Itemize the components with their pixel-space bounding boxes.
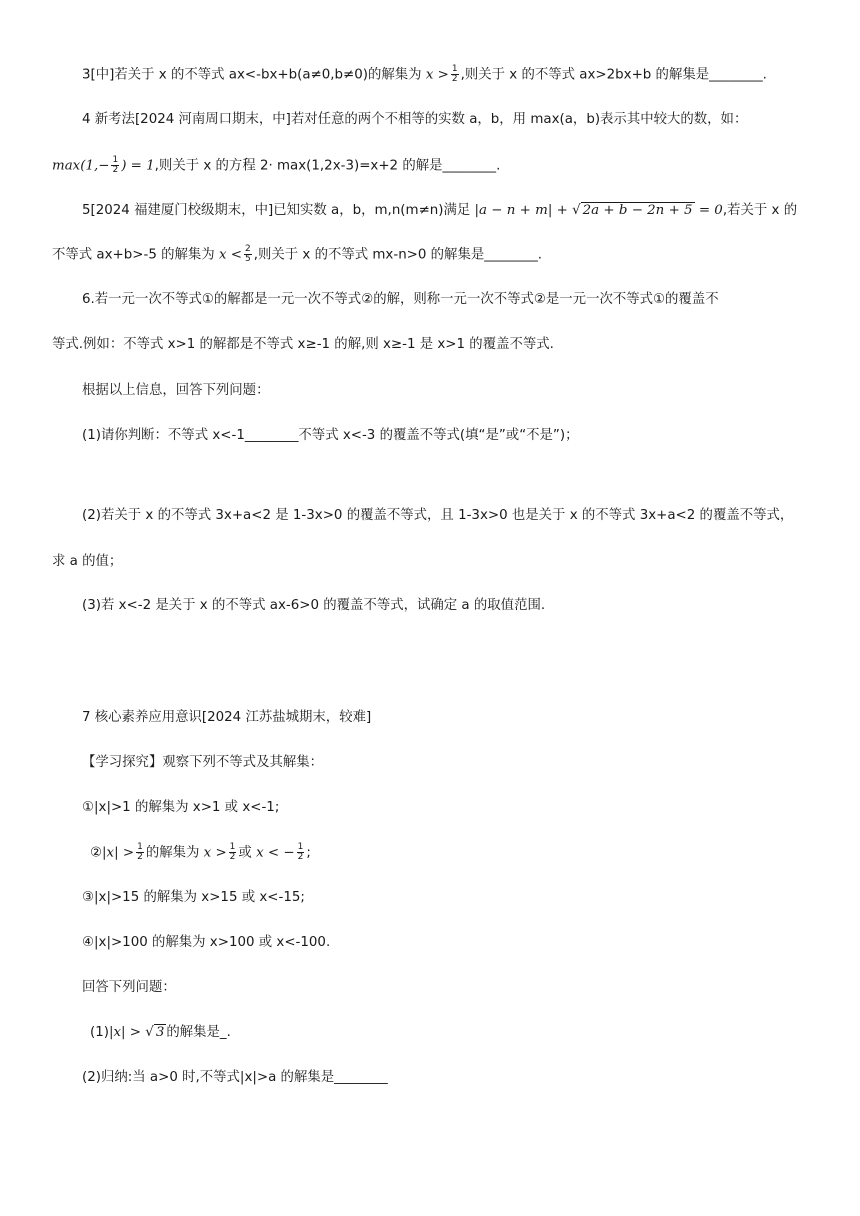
q7-item2: [90, 843, 850, 864]
q7-item2-or: 或: [238, 845, 257, 861]
q4-frac-den: 2: [112, 165, 119, 175]
q4-suffix: ,则关于 x 的方程 2· max(1,2x-3)=x+2 的解是________.: [154, 158, 501, 174]
q5-frac-den: 5: [244, 254, 251, 264]
q7-item1: ①|x|>1 的解集为 x>1 或 x<-1;: [82, 800, 280, 815]
q5-line2-prefix: 不等式 ax+b>-5 的解集为: [52, 247, 219, 263]
q3-frac-num: 1: [451, 64, 458, 74]
q7-item2-fraction2: [229, 843, 237, 862]
q7-sub1: [90, 1023, 850, 1043]
q6-sub2-line1: (2)若关于 x 的不等式 3x+a<2 是 1-3x>0 的覆盖不等式，且 1-3x>0 也是关于 x 的不等式 3x+a<2 的覆盖不等式，: [82, 508, 794, 523]
q6-line2: 等式.例如：不等式 x>1 的解都是不等式 x≥-1 的解,则 x≥-1 是 x>1 的覆盖不等式.: [52, 337, 554, 352]
q5-line1: [82, 201, 842, 221]
q5-frac-num: 2: [244, 244, 251, 254]
q5-abs-expr: |a − n + m| +: [474, 203, 573, 218]
q7-item2-mid: 的解集为: [145, 845, 204, 861]
q5-sqrt: √ 2a + b − 2n + 5: [572, 203, 693, 218]
q7-item2-frac2-num: 1: [229, 842, 236, 852]
q3-fraction: [451, 65, 459, 84]
q4-line1: 4 新考法[2024 河南周口期末，中]若对任意的两个不相等的实数 a，b，用 max(a，b)表示其中较大的数，如：: [82, 112, 748, 127]
q7-item2-math3: x < −: [256, 845, 295, 861]
q4-fraction: [111, 156, 119, 175]
q7-sub1-suffix: 的解集是_.: [166, 1025, 231, 1040]
q7-item2-end: ;: [306, 845, 311, 861]
q5-math: x <: [218, 247, 242, 263]
q7-item2-math: |x| >: [102, 845, 135, 861]
q7-item2-fraction: [136, 843, 144, 862]
q7-item3: ③|x|>15 的解集为 x>15 或 x<-15;: [82, 890, 305, 905]
q7-title: 7 核心素养应用意识[2024 江苏盐城期末，较难]: [82, 710, 372, 725]
q7-explore: 【学习探究】观察下列不等式及其解集：: [82, 755, 324, 770]
q7-item2-frac3-den: 2: [297, 852, 304, 862]
q5-fraction: [244, 245, 252, 264]
q7-item2-frac-den: 2: [137, 852, 143, 862]
q7-sub1-prefix: (1): [90, 1025, 109, 1040]
q3-line: [82, 65, 842, 86]
q6-sub3: (3)若 x<-2 是关于 x 的不等式 ax-6>0 的覆盖不等式，试确定 a 的取值范围.: [82, 598, 546, 613]
q3-frac-den: 2: [451, 74, 458, 84]
q7-item2-prefix: ②: [90, 845, 103, 861]
q5-eq-tail: = 0: [694, 203, 723, 218]
q6-sub2-line2: 求 a 的值；: [52, 554, 123, 569]
q5-prefix: 5[2024 福建厦门校级期末，中]已知实数 a，b，m,n(m≠n)满足: [82, 203, 475, 218]
q4-frac-num: 1: [112, 155, 119, 165]
q7-item4: ④|x|>100 的解集为 x>100 或 x<-100.: [82, 935, 331, 950]
q4-line2: [52, 156, 812, 177]
q7-sub2: (2)归纳:当 a>0 时,不等式|x|>a 的解集是________: [82, 1070, 388, 1085]
q7-sub1-math: |x| >: [108, 1025, 146, 1040]
q7-item2-fraction3: [297, 843, 305, 862]
q7-item2-frac3-num: 1: [297, 842, 304, 852]
q6-line3: 根据以上信息，回答下列问题：: [82, 383, 270, 398]
q7-sub1-sqrt-val: 3: [155, 1025, 165, 1040]
q3-math: x >: [425, 67, 449, 83]
q3-text: 3[中]若关于 x 的不等式 ax<-bx+b(a≠0,b≠0)的解集为: [82, 67, 426, 83]
q7-item2-frac-num: 1: [137, 842, 143, 852]
q6-sub1: (1)请你判断：不等式 x<-1________不等式 x<-3 的覆盖不等式(填“是”或“不是”)；: [82, 428, 579, 443]
q5-line2: [52, 245, 812, 266]
q4-math-suffix: ) = 1: [121, 158, 155, 174]
q3-suffix: ,则关于 x 的不等式 ax>2bx+b 的解集是________.: [460, 67, 767, 83]
q5-line2-suffix: ,则关于 x 的不等式 mx-n>0 的解集是________.: [253, 247, 543, 263]
q7-item2-math2: x >: [203, 845, 227, 861]
q4-math-prefix: max(1,−: [52, 158, 110, 174]
q5-sqrt-expr: 2a + b − 2n + 5: [582, 203, 693, 218]
q5-suffix: ,若关于 x 的: [722, 203, 798, 218]
q7-sub1-sqrt: √ 3: [145, 1025, 165, 1040]
q7-answer: 回答下列问题：: [82, 980, 176, 995]
q6-line1: 6.若一元一次不等式①的解都是一元一次不等式②的解，则称一元一次不等式②是一元一次不等式①的覆盖不: [82, 292, 719, 307]
q7-item2-frac2-den: 2: [229, 852, 236, 862]
